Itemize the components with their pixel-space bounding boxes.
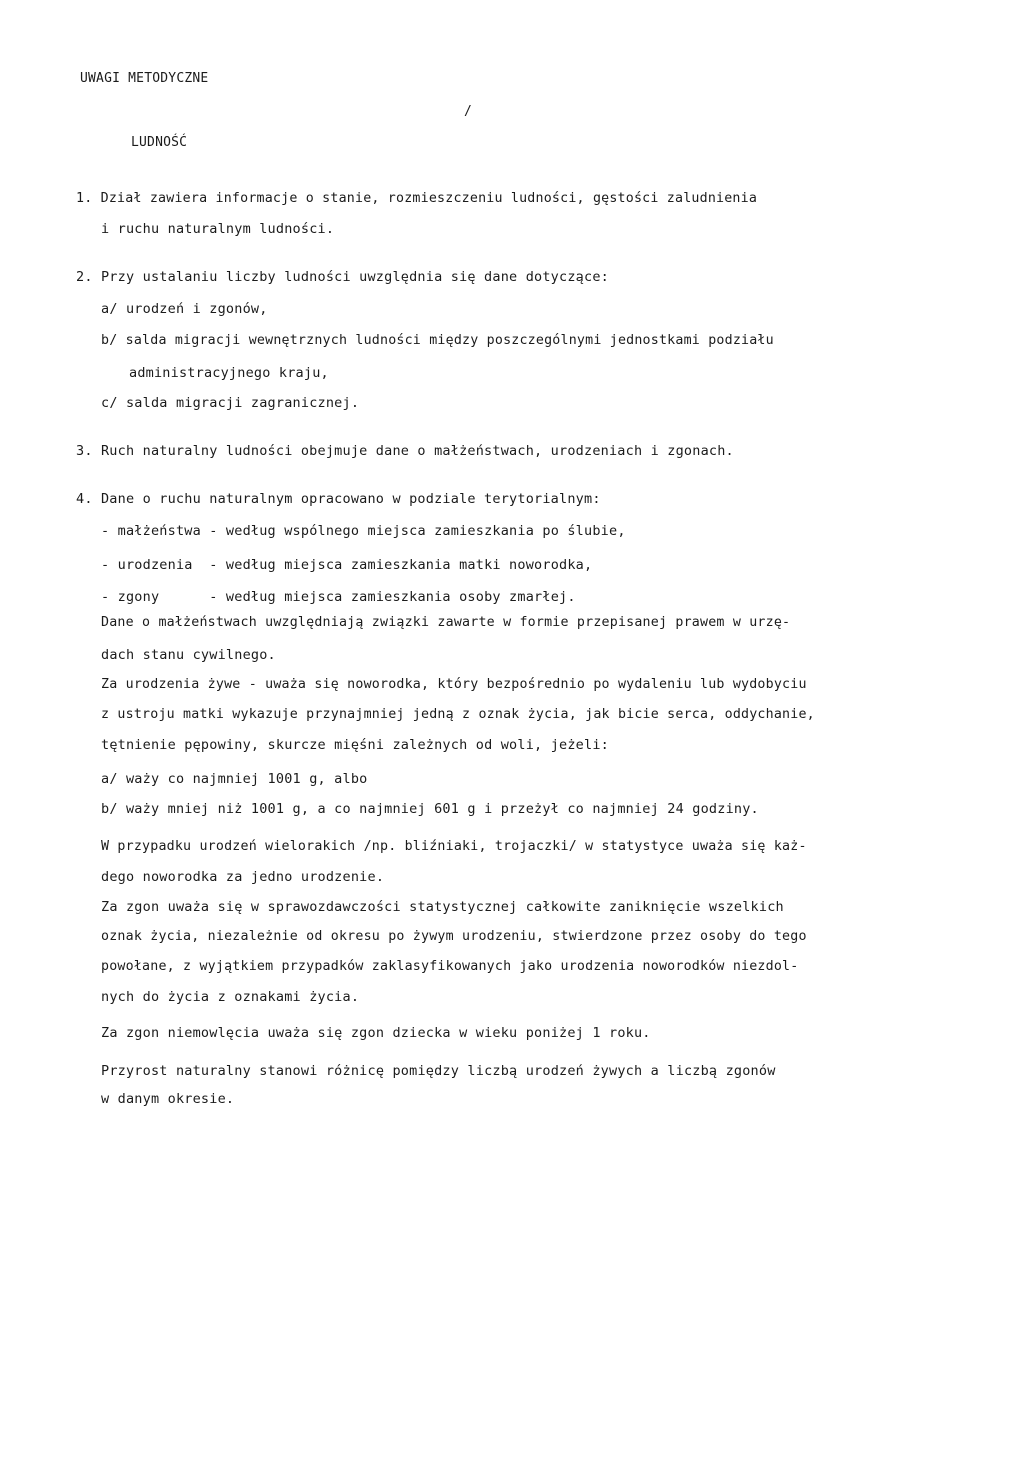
natural-increase-line-1: Przyrost naturalny stanowi różnicę pomiędzy liczbą urodzeń żywych a liczbą zgonów	[101, 1063, 776, 1079]
document-header: UWAGI METODYCZNE	[80, 71, 209, 86]
point-1-line-2: i ruchu naturalnym ludności.	[101, 221, 335, 237]
infant-death-line: Za zgon niemowlęcia uważa się zgon dziecka w wieku poniżej 1 roku.	[101, 1025, 651, 1041]
live-births-line-1: Za urodzenia żywe - uważa się noworodka, który bezpośrednio po wydaleniu lub wydobyciu	[101, 677, 807, 692]
live-births-item-b: b/ waży mniej niż 1001 g, a co najmniej 601 g i przeżył co najmniej 24 godziny.	[101, 801, 759, 817]
point-2-item-a: a/ urodzeń i zgonów,	[101, 301, 268, 317]
death-definition-line-1: Za zgon uważa się w sprawozdawczości statystycznej całkowite zaniknięcie wszelkich	[101, 899, 784, 915]
stray-mark: /	[464, 104, 472, 119]
death-definition-line-3: powołane, z wyjątkiem przypadków zaklasyfikowanych jako urodzenia noworodków niezdol-	[101, 959, 799, 974]
multiple-births-line-1: W przypadku urodzeń wielorakich /np. bliźniaki, trojaczki/ w statystyce uważa się każ-	[101, 839, 807, 854]
point-4-deaths: - zgony - według miejsca zamieszkania osoby zmarłej.	[101, 589, 576, 605]
section-title: LUDNOŚĆ	[131, 135, 188, 150]
death-definition-line-2: oznak życia, niezależnie od okresu po żywym urodzeniu, stwierdzone przez osoby do tego	[101, 929, 807, 944]
marriages-note-line-1: Dane o małżeństwach uwzględniają związki zawarte w formie przepisanej prawem w urzę-	[101, 615, 791, 630]
point-1-line-1: 1. Dział zawiera informacje o stanie, rozmieszczeniu ludności, gęstości zaludnienia	[76, 191, 758, 206]
point-4-marriages: - małżeństwa - według wspólnego miejsca zamieszkania po ślubie,	[101, 523, 626, 539]
multiple-births-line-2: dego noworodka za jedno urodzenie.	[101, 869, 385, 885]
point-2-item-c: c/ salda migracji zagranicznej.	[101, 395, 360, 411]
death-definition-line-4: nych do życia z oznakami życia.	[101, 989, 360, 1005]
live-births-item-a: a/ waży co najmniej 1001 g, albo	[101, 771, 368, 787]
point-3-line: 3. Ruch naturalny ludności obejmuje dane o małżeństwach, urodzeniach i zgonach.	[76, 443, 734, 459]
point-2-item-b-line-2: administracyjnego kraju,	[129, 365, 329, 381]
point-4-births: - urodzenia - według miejsca zamieszkania matki noworodka,	[101, 557, 593, 573]
live-births-line-3: tętnienie pępowiny, skurcze mięśni zależnych od woli, jeżeli:	[101, 737, 609, 753]
point-4-line: 4. Dane o ruchu naturalnym opracowano w podziale terytorialnym:	[76, 491, 601, 507]
point-2-item-b-line-1: b/ salda migracji wewnętrznych ludności między poszczególnymi jednostkami podziału	[101, 333, 774, 348]
live-births-line-2: z ustroju matki wykazuje przynajmniej jedną z oznak życia, jak bicie serca, oddychanie,	[101, 707, 815, 722]
natural-increase-line-2: w danym okresie.	[101, 1091, 235, 1107]
marriages-note-line-2: dach stanu cywilnego.	[101, 647, 276, 663]
point-2-line: 2. Przy ustalaniu liczby ludności uwzględnia się dane dotyczące:	[76, 269, 609, 285]
